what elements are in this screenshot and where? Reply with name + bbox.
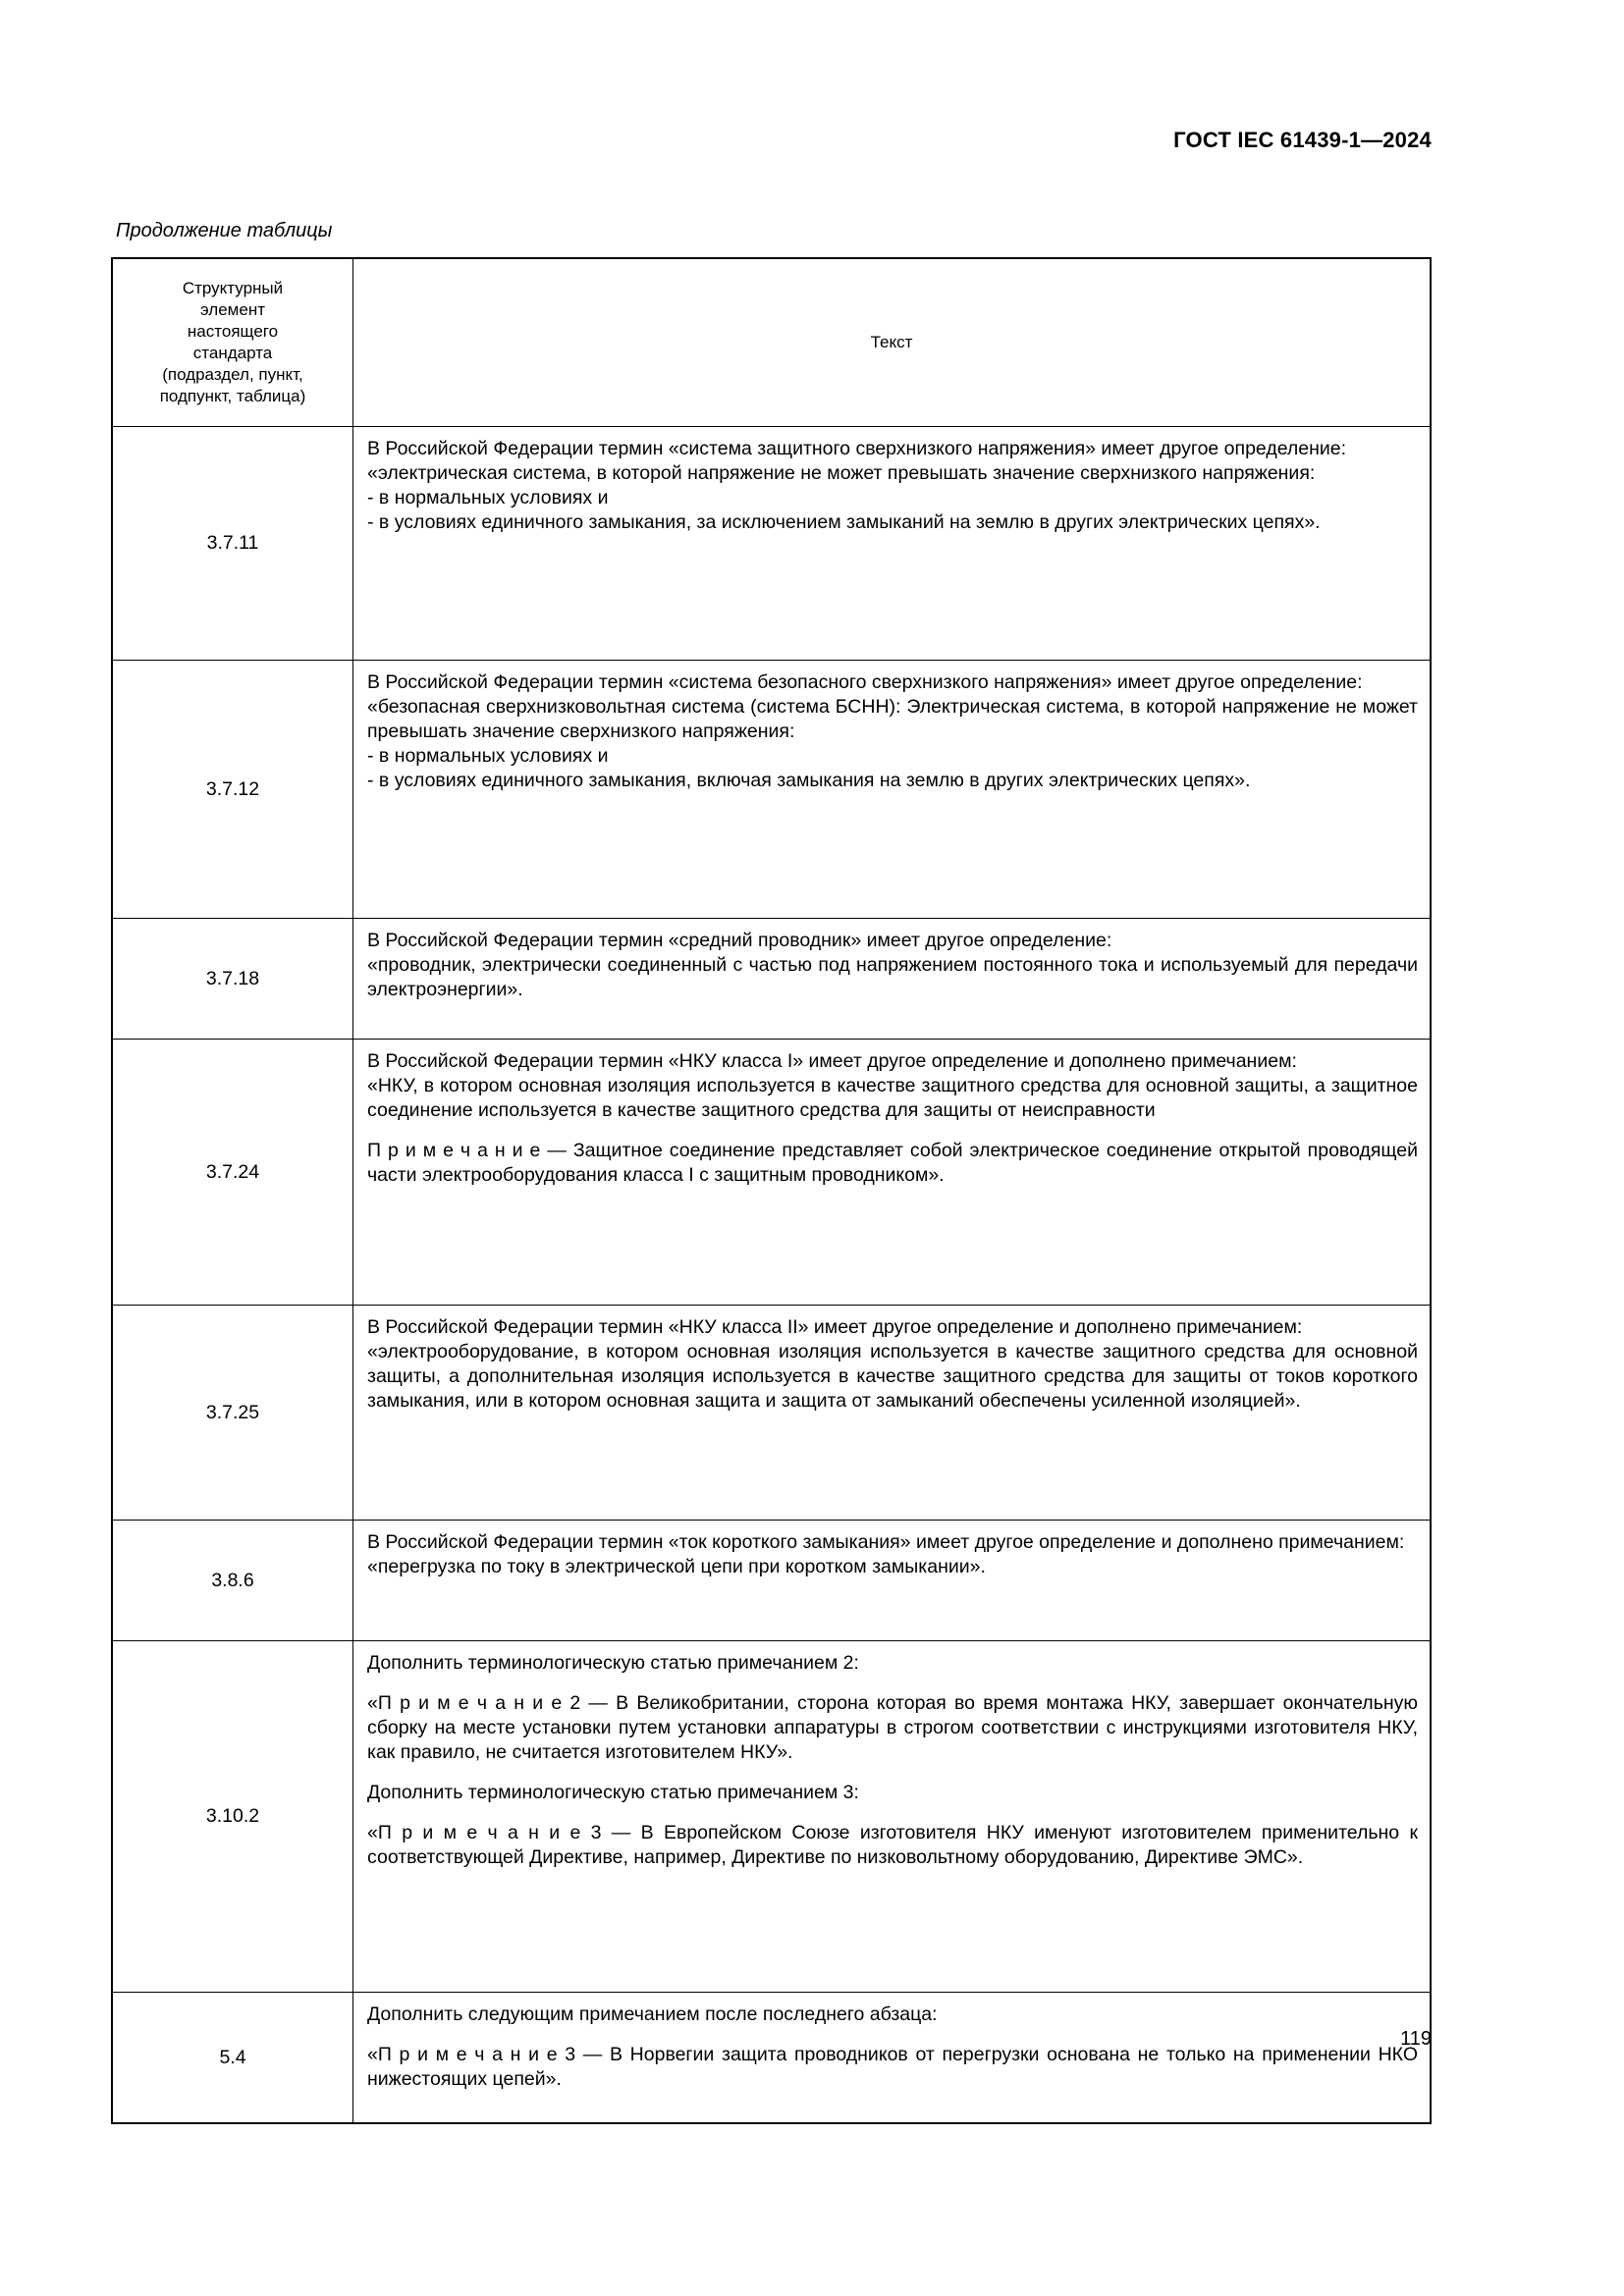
paragraph: «безопасная сверхнизковольтная система (система БСНН): Электрическая система, в которой напряжение не может превышать значение сверхнизкого напряжения: [367,696,1418,742]
column-header-line: Структурный [182,279,284,297]
paragraph: - в нормальных условиях и [367,487,609,508]
table-row [112,1521,1431,1641]
row-text-cell [353,427,1432,661]
column-header-line: (подраздел, пункт, [162,365,303,384]
note-paragraph: «П р и м е ч а н и е 3 — В Норвегии защита проводников от перегрузки основана не только на применении НКО нижестоящих цепей». [367,2044,1418,2090]
paragraph: «электрооборудование, в котором основная изоляция используется в качестве защитного средства для основной защиты, а дополнительная изоляция используется в качестве защитного средства для защиты от токов короткого замыкания, или в котором основная защита и защита от замыканий обеспечены усиленной изоляцией». [367,1341,1418,1412]
column-header-line: настоящего [187,322,279,341]
paragraph: В Российской Федерации термин «НКУ класса II» имеет другое определение и дополнено примечанием: [367,1316,1303,1338]
paragraph: В Российской Федерации термин «система защитного сверхнизкого напряжения» имеет другое определение: [367,438,1347,459]
clause-number: 3.7.11 [112,427,353,661]
paragraph: В Российской Федерации термин «система безопасного сверхнизкого напряжения» имеет другое определение: [367,671,1363,693]
clause-number: 3.7.25 [112,1306,353,1521]
paragraph: - в условиях единичного замыкания, включая замыкания на землю в других электрических цепях». [367,770,1251,791]
table-row [112,1040,1431,1306]
note-paragraph: П р и м е ч а н и е — Защитное соединение представляет собой электрическое соединение открытой проводящей части электрооборудования класса I с защитным проводником». [367,1140,1418,1186]
row-text-cell [353,1521,1432,1641]
paragraph: «перегрузка по току в электрической цепи при коротком замыкании». [367,1556,986,1577]
clause-number: 3.7.24 [112,1040,353,1306]
column-header-line: стандарта [192,344,273,362]
paragraph: В Российской Федерации термин «средний проводник» имеет другое определение: [367,930,1112,951]
row-text-cell [353,1641,1432,1993]
table-continuation-caption: Продолжение таблицы [116,220,333,241]
paragraph: В Российской Федерации термин «ток короткого замыкания» имеет другое определение и дополнено примечанием: [367,1531,1405,1553]
column-header-line: элемент [200,300,265,319]
document-title: ГОСТ IEC 61439-1—2024 [1173,128,1432,152]
table-row [112,1993,1431,2124]
column-header-structural-element [112,258,353,427]
table-row [112,919,1431,1040]
paragraph: Дополнить следующим примечанием после последнего абзаца: [367,2003,938,2025]
paragraph: - в условиях единичного замыкания, за исключением замыканий на землю в других электрических цепях». [367,511,1321,533]
clause-number: 3.7.12 [112,661,353,919]
table-row [112,1641,1431,1993]
paragraph: «проводник, электрически соединенный с частью под напряжением постоянного тока и используемый для передачи электроэнергии». [367,954,1418,1000]
page-number: 119 [1400,2028,1432,2050]
row-text-cell [353,1993,1432,2124]
note-paragraph: «П р и м е ч а н и е 2 — В Великобритании, сторона которая во время монтажа НКУ, завершает окончательную сборку на месте установки путем установки аппаратуры в строгом соответствии с инструкциями изготовителя НКУ, как правило, не считается изготовителем НКУ». [367,1692,1418,1763]
paragraph: Дополнить терминологическую статью примечанием 3: [367,1782,859,1803]
table-row [112,427,1431,661]
column-header-text: Текст [353,258,1432,427]
table-row [112,661,1431,919]
column-header-line: подпункт, таблица) [159,387,306,405]
paragraph: Дополнить терминологическую статью примечанием 2: [367,1652,859,1674]
clause-number: 3.8.6 [112,1521,353,1641]
table-row [112,1306,1431,1521]
table-header-row [112,258,1431,427]
row-text-cell [353,1306,1432,1521]
clause-number: 3.10.2 [112,1641,353,1993]
paragraph: «электрическая система, в которой напряжение не может превышать значение сверхнизкого напряжения: [367,462,1316,484]
row-text-cell [353,1040,1432,1306]
clause-number: 5.4 [112,1993,353,2124]
row-text-cell [353,661,1432,919]
paragraph: «НКУ, в котором основная изоляция используется в качестве защитного средства для основной защиты, а защитное соединение используется в качестве защитного средства для защиты от неисправности [367,1075,1418,1121]
clause-number: 3.7.18 [112,919,353,1040]
note-paragraph: «П р и м е ч а н и е 3 — В Европейском Союзе изготовителя НКУ именуют изготовителем применительно к соответствующей Директиве, например, Директиве по низковольтному оборудованию, Директиве ЭМС». [367,1822,1418,1868]
paragraph: В Российской Федерации термин «НКУ класса I» имеет другое определение и дополнено примечанием: [367,1050,1297,1072]
row-text-cell [353,919,1432,1040]
paragraph: - в нормальных условиях и [367,745,609,767]
amendments-table [111,257,1432,2124]
